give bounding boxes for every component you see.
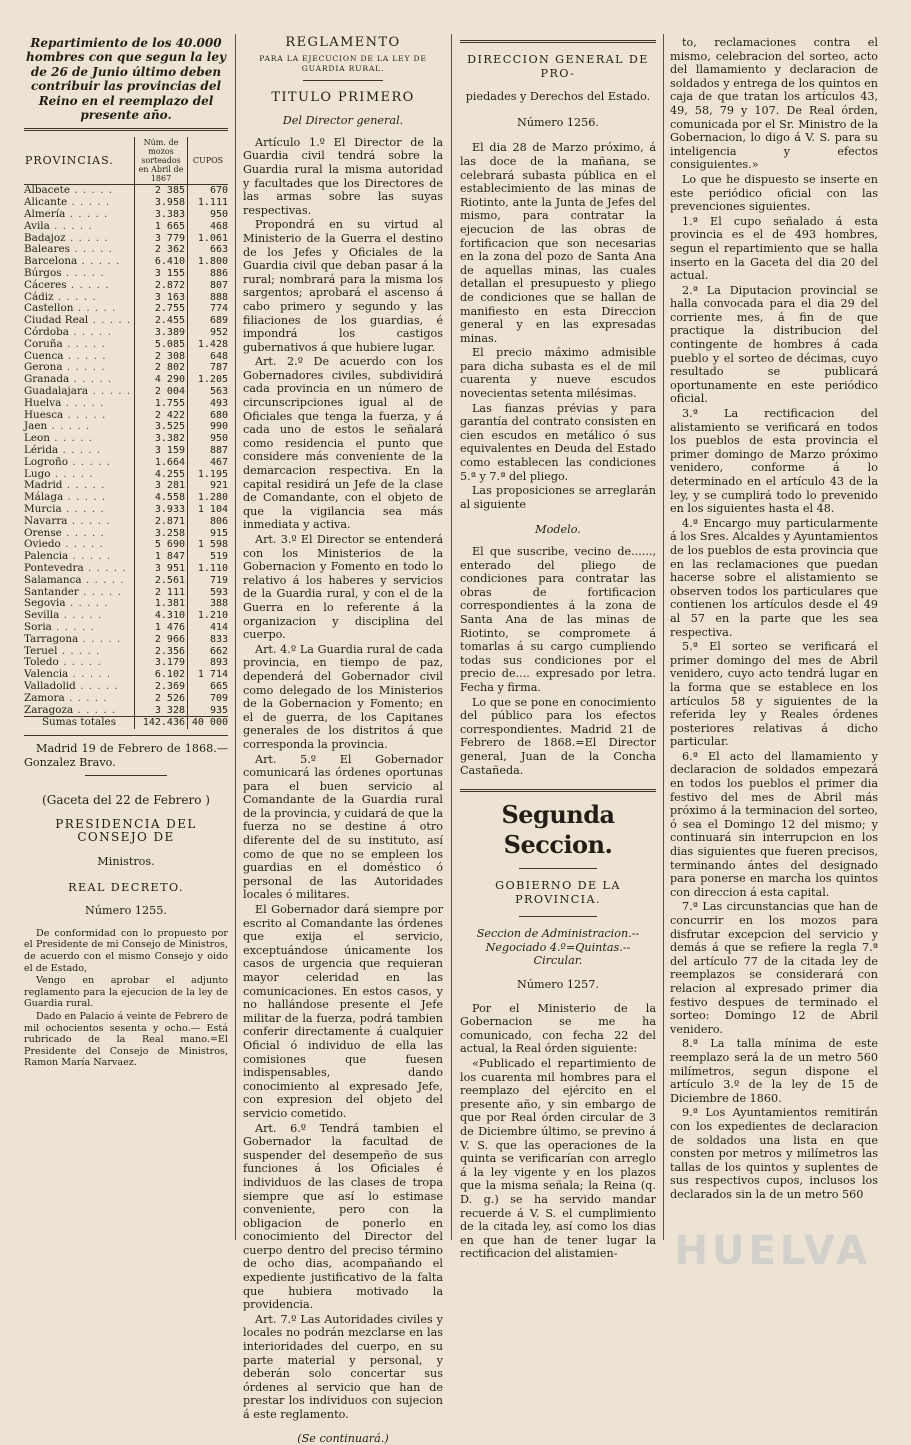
province-row: Barcelona . . . . . 6.410 1.800 xyxy=(24,255,228,268)
province-row: Murcia . . . . . 3.933 1 104 xyxy=(24,502,228,515)
province-mozos: 2 362 xyxy=(135,244,188,256)
province-cupo: 519 xyxy=(209,551,228,563)
province-name: Baleares xyxy=(24,243,70,256)
province-name: Ciudad Real xyxy=(24,314,89,327)
modelo-paragraph: El que suscribe, vecino de......, enterado del pliego de condiciones para contratar las obras de fortificacion correspondientes á la zona de Santa Ana de las minas de Riotinto, se compromete á tomarlas á su cargo cumpliendo todas sus condiciones por el precio de.... expresado por letra. Fecha y firma. xyxy=(460,545,656,694)
decreto-para-2: Vengo en aprobar el adjunto reglamento para la ejecucion de la ley de Guardia rural. xyxy=(24,975,228,1010)
province-name: Coruña xyxy=(24,337,63,350)
province-cupo: 493 xyxy=(209,397,228,409)
province-row: Sevilla . . . . . 4.310 1.210 xyxy=(24,609,228,622)
header-num-mozos: Núm. de mozos sorteados en Abril de 1867 xyxy=(135,137,188,185)
divider xyxy=(460,789,656,792)
province-row: Logroño . . . . . 1.664 467 xyxy=(24,455,228,468)
province-cupo: 1 598 xyxy=(197,539,228,551)
province-mozos: 3 281 xyxy=(135,480,188,492)
province-row: Zaragoza . . . . . 3 328 935 xyxy=(24,703,228,716)
province-row: Soria . . . . . 1 476 414 xyxy=(24,620,228,633)
province-row: Lugo . . . . . 4.255 1.195 xyxy=(24,467,228,480)
province-mozos: 3.382 xyxy=(135,433,188,445)
circular-rule: 4.ª Encargo muy particularmente á los Sres. Alcaldes y Ayuntamientos de los pueblos de esta provincia que en las reclamaciones que puedan hacerse sobre el alistamiento se observen todos los particulares que contienen los artículos desde el 49 al 57 en la parte que les sea respectiva. xyxy=(670,516,878,639)
province-mozos: 1.381 xyxy=(135,598,188,610)
province-row: Pontevedra . . . . . 3 951 1.110 xyxy=(24,561,228,574)
reglamento-body xyxy=(243,136,443,1422)
circular-rule: 8.ª La talla mínima de este reemplazo será la de un metro 560 milímetros, segun dispone el artículo 3.º de la ley de 15 de Diciembre de 1860. xyxy=(670,1037,878,1105)
province-row: Cádiz . . . . . 3 163 888 xyxy=(24,290,228,303)
province-name: Oviedo xyxy=(24,538,61,551)
province-row: Lérida . . . . . 3 159 887 xyxy=(24,443,228,456)
numero-1255: Número 1255. xyxy=(85,904,167,918)
total-mozos: 142.436 xyxy=(135,717,188,729)
province-row: Alicante . . . . . 3.958 1.111 xyxy=(24,196,228,209)
modelo-heading: Modelo. xyxy=(535,523,581,537)
province-name: Valladolid xyxy=(24,679,76,692)
divider xyxy=(519,868,597,869)
province-mozos: 3.933 xyxy=(135,504,188,516)
province-mozos: 2 308 xyxy=(135,351,188,363)
province-cupo: 467 xyxy=(209,456,228,468)
province-cupo: 893 xyxy=(209,657,228,669)
province-mozos: 3.383 xyxy=(135,209,188,221)
province-row: Búrgos . . . . . 3 155 886 xyxy=(24,267,228,280)
total-cupos: 40 000 xyxy=(188,717,229,729)
province-name: Pontevedra xyxy=(24,561,84,574)
column-rule xyxy=(663,34,664,1240)
province-mozos: 2.872 xyxy=(135,280,188,292)
province-name: Cuenca xyxy=(24,349,64,362)
province-mozos: 4.255 xyxy=(135,469,188,481)
province-mozos: 2.871 xyxy=(135,516,188,528)
province-mozos: 2.755 xyxy=(135,303,188,315)
province-mozos: 3 779 xyxy=(135,233,188,245)
province-cupo: 1.280 xyxy=(197,492,228,504)
reglamento-article: Art. 3.º El Director se entenderá con los Ministerios de la Gobernacion y Fomento en todo lo relativo á los haberes y servicios de la Guardia rural, y con el de la Guerra en lo referente á la organizacion y disciplina del cuerpo. xyxy=(243,533,443,642)
numero-1256: Número 1256. xyxy=(517,115,599,129)
se-continuara: (Se continuará.) xyxy=(297,1431,389,1445)
decreto-para-1: De conformidad con lo propuesto por el Presidente de mi Consejo de Ministros, de acuerdo con el mismo Consejo y oido el de Estado, xyxy=(24,927,228,974)
presidencia-heading: PRESIDENCIA DEL CONSEJO DE xyxy=(55,816,197,845)
circular-rule: 7.ª Las circunstancias que han de concurrir en los mozos para disfrutar excepcion del servicio y demás á que se refiere la regla 7.ª del artículo 77 de la citada ley de reemplazos se considerará con relacion al expresado primer dia festivo despues de terminado el sorteo: Domingo 12 de Abril venidero. xyxy=(670,900,878,1036)
province-mozos: 2.455 xyxy=(135,315,188,327)
province-mozos: 2.561 xyxy=(135,575,188,587)
divider xyxy=(303,80,383,81)
circular-rule: Lo que he dispuesto se inserte en este periódico oficial con las prevenciones siguientes. xyxy=(670,172,878,214)
province-cupo: 833 xyxy=(209,633,228,645)
province-row: Salamanca . . . . . 2.561 719 xyxy=(24,573,228,586)
province-row: Málaga . . . . . 4.558 1.280 xyxy=(24,491,228,504)
province-cupo: 1.210 xyxy=(197,610,228,622)
province-row: Cuenca . . . . . 2 308 648 xyxy=(24,349,228,362)
province-mozos: 2.356 xyxy=(135,646,188,658)
province-row: Coruña . . . . . 5.085 1.428 xyxy=(24,337,228,350)
province-cupo: 950 xyxy=(209,209,228,221)
huelva-watermark: HUELVA xyxy=(674,1228,871,1274)
province-mozos: 2 004 xyxy=(135,386,188,398)
province-cupo: 1.195 xyxy=(197,468,228,480)
province-row: Córdoba . . . . . 3.389 952 xyxy=(24,326,228,338)
reglamento-article: El Gobernador dará siempre por escrito al Comandante las órdenes que exija el servicio, exceptuándose únicamente los casos de urgencia que requieran mayor celeridad en las comunicaciones. En estos casos, y no hallándose presente el Jefe militar de la fuerza, podrá tambien conferir directamente á cualquier Oficial ó individuo de ella las comisiones que fuesen indispensables, dando conocimiento al expresado Jefe, con expresion del objeto del servicio cometido. xyxy=(243,903,443,1120)
province-row: Jaen . . . . . 3.525 990 xyxy=(24,420,228,433)
province-cupo: 887 xyxy=(209,444,228,456)
province-row: Gerona . . . . . 2 802 787 xyxy=(24,361,228,374)
province-name: Córdoba xyxy=(24,326,69,338)
province-mozos: 3 951 xyxy=(135,563,188,575)
province-name: Lugo xyxy=(24,467,51,480)
province-mozos: 3.179 xyxy=(135,657,188,669)
province-name: Salamanca xyxy=(24,573,82,586)
real-decreto-heading: REAL DECRETO. xyxy=(68,880,184,894)
reglamento-title: REGLAMENTO xyxy=(285,35,401,50)
province-name: Logroño xyxy=(24,455,68,468)
province-cupo: 886 xyxy=(209,268,228,280)
province-mozos: 4.310 xyxy=(135,610,188,622)
province-row: Leon . . . . . 3.382 950 xyxy=(24,432,228,445)
reglamento-article: Artículo 1.º El Director de la Guardia civil tendrá sobre la Guardia rural la misma autoridad y facultades que los Directores de las armas sobre las suyas respectivas. xyxy=(243,135,443,217)
subasta-paragraph: El dia 28 de Marzo próximo, á las doce de la mañana, se celebrará subasta pública en el establecimiento de las minas de Riotinto, ante la Junta de Jefes del mismo, para contratar la ejecucion de las obras de fortificacion que son necesarias en la zona del pozo de Santa Ana de aquellas minas, las cuales detallan el presupuesto y pliego de condiciones que se hallan de manifiesto en esta Direccion general y en las expresadas minas. xyxy=(460,141,656,345)
province-name: Badajoz xyxy=(24,231,66,244)
province-cupo: 663 xyxy=(209,244,228,256)
totals-row xyxy=(24,717,228,729)
province-name: Málaga xyxy=(24,491,64,504)
total-label: Sumas totales xyxy=(24,717,135,729)
provinces-body xyxy=(24,185,228,717)
province-mozos: 2 966 xyxy=(135,634,188,646)
province-cupo: 807 xyxy=(209,279,228,291)
province-cupo: 665 xyxy=(209,680,228,692)
province-row: Oviedo . . . . . 5 690 1 598 xyxy=(24,538,228,551)
circular-rule: to, reclamaciones contra el mismo, celebracion del sorteo, acto del llamamiento y declaracion de soldados y entrega de los quintos en caja de que tratan los artículos 43, 49, 58, 79 y 107. De Real órden, comunicada por el Sr. Ministro de la Gobernacion, lo digo á V. S. para su inteligencia y efectos consiguientes.» xyxy=(670,36,878,172)
province-row: Avila . . . . . 1 665 468 xyxy=(24,219,228,232)
province-row: Zamora . . . . . 2 526 709 xyxy=(24,691,228,704)
province-cupo: 888 xyxy=(209,291,228,303)
province-cupo: 689 xyxy=(209,315,228,327)
province-row: Toledo . . . . . 3.179 893 xyxy=(24,656,228,669)
column-4 xyxy=(670,36,878,1260)
province-name: Sevilla xyxy=(24,609,60,622)
province-row: Segovia . . . . . 1.381 388 xyxy=(24,597,228,610)
ministros-heading: Ministros. xyxy=(97,855,155,869)
province-cupo: 952 xyxy=(209,327,228,338)
subasta-paragraph: El precio máximo admisible para dicha subasta es el de mil cuarenta y nueve escudos novecientas setenta milésimas. xyxy=(460,346,656,401)
province-row: Navarra . . . . . 2.871 806 xyxy=(24,514,228,527)
province-row: Almería . . . . . 3.383 950 xyxy=(24,208,228,221)
province-cupo: 1.800 xyxy=(197,256,228,268)
province-name: Madrid xyxy=(24,479,63,492)
province-row: Madrid . . . . . 3 281 921 xyxy=(24,479,228,492)
province-cupo: 935 xyxy=(209,704,228,716)
divider xyxy=(519,916,597,917)
province-mozos: 2 385 xyxy=(135,185,188,197)
circular-rule: 5.ª El sorteo se verificará el primer domingo del mes de Abril venidero, cuyo acto tendrá lugar en la forma que se establece en los artículos 58 y siguientes de la referida ley y Reales órdenes posteriores relativas á dicho particular. xyxy=(670,640,878,749)
gaceta-date: (Gaceta del 22 de Febrero ) xyxy=(42,793,210,808)
circular-body xyxy=(460,1002,656,1261)
province-cupo: 1.061 xyxy=(197,232,228,244)
province-row: Santander . . . . . 2 111 593 xyxy=(24,585,228,598)
province-row: Teruel . . . . . 2.356 662 xyxy=(24,644,228,657)
province-name: Navarra xyxy=(24,514,68,527)
province-cupo: 1.111 xyxy=(197,197,228,209)
province-mozos: 5.085 xyxy=(135,339,188,351)
province-mozos: 5 690 xyxy=(135,539,188,551)
province-row: Badajoz . . . . . 3 779 1.061 xyxy=(24,231,228,244)
province-cupo: 680 xyxy=(209,409,228,421)
province-cupo: 806 xyxy=(209,515,228,527)
province-name: Cádiz xyxy=(24,290,54,303)
province-cupo: 388 xyxy=(209,598,228,610)
province-name: Castellon xyxy=(24,302,74,315)
circular-paragraph: «Publicado el repartimiento de los cuarenta mil hombres para el reemplazo del ejército en el presente año, y sin embargo de que por Real órden circular de 3 de Diciembre último, se previno á V. S. que las operaciones de la quinta se verificarían con arreglo á la ley vigente y en los plazos que la misma señala; la Reina (q. D. g.) se ha servido mandar recuerde á V. S. el cumplimiento de la citada ley, así como los dias en que han de tener lugar la rectificacion del alistamien- xyxy=(460,1057,656,1261)
province-mozos: 1 665 xyxy=(135,221,188,233)
province-cupo: 709 xyxy=(209,692,228,704)
province-cupo: 670 xyxy=(209,185,228,197)
province-cupo: 950 xyxy=(209,433,228,445)
province-name: Huelva xyxy=(24,396,62,409)
province-mozos: 3 328 xyxy=(135,705,188,717)
province-mozos: 3.258 xyxy=(135,528,188,540)
column-3 xyxy=(460,36,656,1260)
province-name: Búrgos xyxy=(24,267,62,280)
province-mozos: 1.755 xyxy=(135,398,188,410)
reglamento-article: Art. 4.º La Guardia rural de cada provincia, en tiempo de paz, dependerá del Gobernador civil como delegado de los Ministerios de la Gobernacion y Fomento; en el de guerra, de los Capitanes generales de los distritos á que corresponda la provincia. xyxy=(243,642,443,751)
province-name: Gerona xyxy=(24,361,63,374)
province-name: Valencia xyxy=(24,668,69,681)
province-mozos: 2 802 xyxy=(135,362,188,374)
reglamento-article: Art. 7.º Las Autoridades civiles y locales no podrán mezclarse en las interioridades del cuerpo, en su parte material y personal, y deberán solo concertar sus órdenes al servicio que han de prestar los individuos con sujecion á este reglamento. xyxy=(243,1312,443,1421)
province-name: Granada xyxy=(24,373,70,386)
province-cupo: 787 xyxy=(209,362,228,374)
province-mozos: 2 526 xyxy=(135,693,188,705)
province-cupo: 719 xyxy=(209,574,228,586)
province-mozos: 3 159 xyxy=(135,445,188,457)
province-name: Murcia xyxy=(24,502,62,515)
province-row: Guadalajara . . . . . 2 004 563 xyxy=(24,384,228,397)
segunda-seccion-heading: Segunda Seccion. xyxy=(501,800,615,860)
province-name: Cáceres xyxy=(24,278,67,291)
province-cupo: 468 xyxy=(209,220,228,232)
divider xyxy=(24,735,228,736)
province-row: Granada . . . . . 4 290 1.205 xyxy=(24,373,228,386)
province-name: Almería xyxy=(24,208,66,221)
circular-rule: 2.ª La Diputacion provincial se halla convocada para el dia 29 del corriente mes, á fin de que practique la distribucion del contingente de hombres á cada pueblo y el sorteo de décimas, cuyo resultado se publicará oportunamente en este periódico oficial. xyxy=(670,283,878,406)
subasta-body xyxy=(460,141,656,511)
province-cupo: 921 xyxy=(209,480,228,492)
reglamento-article: Art. 2.º De acuerdo con los Gobernadores civiles, subdividirá cada provincia en un número de circunscripciones igual al de Oficiales que tenga la fuerza, y á cada uno de estos le señalará como residencia el punto que considere más conveniente de la demarcacion respectiva. En la capital residirá un Jefe de la clase de Comandante, con el objeto de que la vigilancia sea más inmediata y activa. xyxy=(243,355,443,532)
repartimiento-intro: Repartimiento de los 40.000 hombres con que segun la ley de 26 de Junio último deben contribuir las provincias del Reino en el reemplazo del presente año. xyxy=(26,36,226,123)
gobierno-provincia-heading: GOBIERNO DE LA PROVINCIA. xyxy=(495,879,621,906)
province-cupo: 1 104 xyxy=(197,503,228,515)
reglamento-article: Propondrá en su virtud al Ministerio de la Guerra el destino de los Jefes y Oficiales de la Guardia civil que deban pasar á la rural; nombrará para la misma los sargentos; aprobará el ascenso á cabo primero y segundo y las filiaciones de los guardias, é impondrá los castigos gubernativos á que hubiere lugar. xyxy=(243,218,443,354)
reglamento-article: Art. 6.º Tendrá tambien el Gobernador la facultad de suspender del desempeño de sus funciones á los Oficiales é individuos de las clases de tropa siempre que así lo estimase conveniente, pero con la obligacion de ponerlo en conocimiento del Director del cuerpo dentro del preciso término de ocho dias, acompañando el expediente justificativo de la falta que hubiera motivado la providencia. xyxy=(243,1121,443,1312)
province-mozos: 1.664 xyxy=(135,457,188,469)
province-row: Baleares . . . . . 2 362 663 xyxy=(24,243,228,256)
divider xyxy=(24,128,228,131)
province-cupo: 662 xyxy=(209,645,228,657)
province-name: Tarragona xyxy=(24,632,79,645)
province-name: Alicante xyxy=(24,196,68,209)
province-cupo: 648 xyxy=(209,350,228,362)
province-mozos: 2.369 xyxy=(135,681,188,693)
province-mozos: 3 163 xyxy=(135,292,188,304)
province-row: Palencia . . . . . 1 847 519 xyxy=(24,550,228,563)
province-name: Zamora xyxy=(24,691,65,704)
province-row: Ciudad Real . . . . . 2.455 689 xyxy=(24,314,228,327)
divider xyxy=(85,775,167,776)
province-name: Lérida xyxy=(24,443,59,456)
province-row: Orense . . . . . 3.258 915 xyxy=(24,526,228,539)
column-rule xyxy=(451,34,452,1240)
header-cupos: CUPOS xyxy=(188,137,229,185)
province-row: Huelva . . . . . 1.755 493 xyxy=(24,396,228,409)
province-name: Santander xyxy=(24,585,79,598)
province-cupo: 1.110 xyxy=(197,562,228,574)
province-name: Teruel xyxy=(24,644,58,657)
province-row: Valencia . . . . . 6.102 1 714 xyxy=(24,668,228,681)
province-row: Huesca . . . . . 2 422 680 xyxy=(24,408,228,421)
province-name: Barcelona xyxy=(24,255,78,268)
province-cupo: 1.428 xyxy=(197,338,228,350)
circular-continuation xyxy=(670,36,878,1201)
province-cupo: 774 xyxy=(209,303,228,315)
province-mozos: 2 111 xyxy=(135,587,188,599)
circular-rule: 3.ª La rectificacion del alistamiento se verificará en todos los pueblos de esta provincia el primer domingo de Marzo próximo venidero, conforme á lo determinado en el artículo 43 de la ley, y se cumplirá todo lo prevenido en los siguientes hasta el 48. xyxy=(670,407,878,516)
province-mozos: 3.958 xyxy=(135,197,188,209)
director-general-heading: Del Director general. xyxy=(282,114,404,128)
province-name: Guadalajara xyxy=(24,384,89,397)
subasta-paragraph: Las proposiciones se arreglarán al siguiente xyxy=(460,484,656,511)
province-mozos: 1 476 xyxy=(135,622,188,634)
province-name: Toledo xyxy=(24,656,59,669)
titulo-primero: TITULO PRIMERO xyxy=(271,89,415,105)
circular-rule: 9.ª Los Ayuntamientos remitirán con los expedientes de declaracion de soldados una lista en que consten por metros y milímetros las tallas de los quintos y suplentes de sus respectivos cupos, inclusos los declarados sin la de un metro 560 xyxy=(670,1106,878,1201)
province-mozos: 3.389 xyxy=(135,327,188,339)
modelo-paragraph: Lo que se pone en conocimiento del público para los efectos correspondientes. Madrid 21 de Febrero de 1868.=El Director general, Juan de la Concha Castañeda. xyxy=(460,695,656,777)
subasta-paragraph: Las fianzas prévias y para garantía del contrato consisten en cien escudos en metálico ó sus equivalentes en Deuda del Estado como establecen las condiciones 5.ª y 7.ª del pliego. xyxy=(460,401,656,483)
province-row: Albacete . . . . . 2 385 670 xyxy=(24,184,228,197)
province-name: Segovia xyxy=(24,597,66,610)
provinces-table xyxy=(24,137,228,729)
column-2 xyxy=(243,35,443,1445)
province-cupo: 414 xyxy=(209,621,228,633)
province-mozos: 3 155 xyxy=(135,268,188,280)
seccion-heading: Seccion de Administracion.--Negociado 4.º=Quintas.-- Circular. xyxy=(476,927,640,968)
province-mozos: 2 422 xyxy=(135,410,188,422)
province-mozos: 3.525 xyxy=(135,421,188,433)
circular-paragraph: Por el Ministerio de la Gobernacion se me ha comunicado, con fecha 22 del actual, la Real órden siguiente: xyxy=(460,1001,656,1056)
circular-rule: 6.ª El acto del llamamiento y declaracion de soldados empezará en todos los pueblos el primer dia festivo del mes de Abril más próximo á la terminacion del sorteo, ó sea el Domingo 12 del mismo; y continuará sin interrupcion en los dias siguientes que fueren precisos, terminando ántes del designado para ponerse en marcha los quintos con direccion á esta capital. xyxy=(670,749,878,899)
province-row: Castellon . . . . . 2.755 774 xyxy=(24,302,228,315)
province-mozos: 6.410 xyxy=(135,256,188,268)
reglamento-subtitle: PARA LA EJECUCION DE LA LEY DE GUARDIA RURAL. xyxy=(259,53,427,73)
province-row: Valladolid . . . . . 2.369 665 xyxy=(24,679,228,692)
province-mozos: 4.558 xyxy=(135,492,188,504)
direccion-heading-1: DIRECCION GENERAL DE PRO- xyxy=(467,53,649,80)
province-name: Zaragoza xyxy=(24,703,74,716)
reglamento-article: Art. 5.º El Gobernador comunicará las órdenes oportunas para el buen servicio al Comandante de la Guardia rural de la provincia, y cuidará de que la fuerza no se destine á otro diferente del de su instituto, así como de que no se empleen los guardias en el doméstico ó personal de las Autoridades locales ó militares. xyxy=(243,752,443,902)
modelo-body xyxy=(460,545,656,777)
divider xyxy=(460,40,656,43)
column-1 xyxy=(24,36,228,1260)
province-row: Cáceres . . . . . 2.872 807 xyxy=(24,278,228,291)
header-provincias: PROVINCIAS. xyxy=(24,137,135,185)
province-mozos: 1 847 xyxy=(135,551,188,563)
province-name: Jaen xyxy=(24,420,48,433)
province-cupo: 593 xyxy=(209,586,228,598)
province-cupo: 563 xyxy=(209,385,228,397)
province-cupo: 1 714 xyxy=(197,669,228,681)
province-name: Albacete xyxy=(24,184,70,197)
province-cupo: 990 xyxy=(209,421,228,433)
column-rule xyxy=(235,34,236,1240)
province-row: Tarragona . . . . . 2 966 833 xyxy=(24,632,228,645)
signature-gonzalez: Madrid 19 de Febrero de 1868.— Gonzalez Bravo. xyxy=(24,742,228,769)
direccion-heading-2: piedades y Derechos del Estado. xyxy=(465,90,651,104)
province-mozos: 6.102 xyxy=(135,669,188,681)
numero-1257: Número 1257. xyxy=(517,978,599,992)
province-name: Leon xyxy=(24,432,50,445)
province-name: Avila xyxy=(24,219,50,232)
decreto-para-3: Dado en Palacio á veinte de Febrero de mil ochocientos sesenta y ocho.— Está rubricado de la Real mano.=El Presidente del Consejo de Ministros, Ramon María Narvaez. xyxy=(24,1011,228,1069)
province-mozos: 4 290 xyxy=(135,374,188,386)
province-cupo: 915 xyxy=(209,527,228,539)
circular-rule: 1.ª El cupo señalado á esta provincia es el de 493 hombres, segun el repartimiento que se halla inserto en la Gaceta del dia 20 del actual. xyxy=(670,214,878,283)
province-cupo: 1.205 xyxy=(197,374,228,386)
province-name: Orense xyxy=(24,526,62,539)
province-name: Palencia xyxy=(24,550,69,563)
province-name: Huesca xyxy=(24,408,64,421)
province-name: Soria xyxy=(24,620,52,633)
